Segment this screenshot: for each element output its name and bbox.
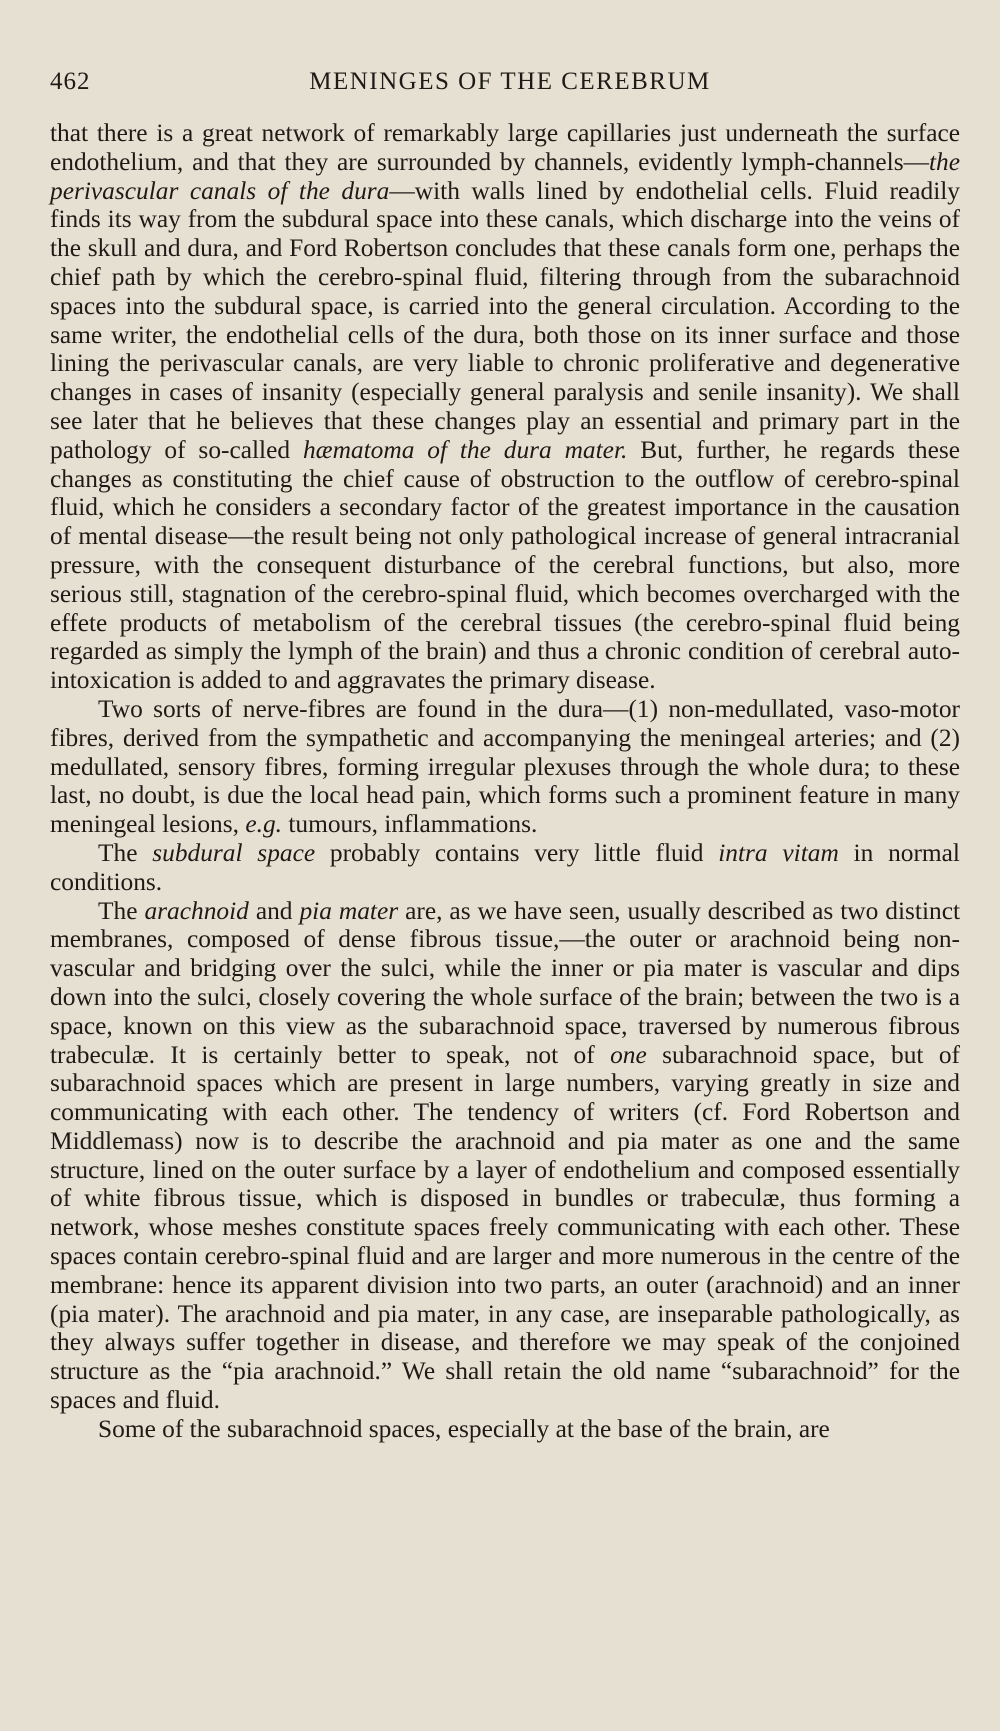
text-segment: probably contains very little fluid: [315, 838, 719, 867]
running-head: [50, 64, 960, 104]
italic-text-segment: subdural space: [152, 838, 316, 867]
paragraph-perivascular-canals: [50, 119, 960, 695]
text-segment: Some of the subarachnoid spaces, especially at the base of the brain, are: [98, 1414, 830, 1443]
italic-text-segment: one: [610, 1040, 647, 1069]
page-number: 462: [50, 68, 91, 95]
paragraph-nerve-fibres: [50, 695, 960, 839]
text-segment: The: [98, 838, 153, 867]
paragraph-subdural-space: [50, 839, 960, 897]
text-segment: The: [98, 896, 145, 925]
italic-text-segment: e.g.: [245, 810, 282, 839]
text-segment: are, as we have seen, usually described as two distinct membranes, composed of dense fibrous tissue,—the outer or arachnoid being non-vascular and bridging over the sulci, while the inner or pia mater is vascular and dips down into the sulci, closely covering the whole surface of the brain; between the two is a space, known on this view as the subarachnoid space, traversed by numerous fibrous trabeculæ. It is certainly better to speak, not of: [50, 896, 961, 1069]
running-head-title: MENINGES OF THE CEREBRUM: [309, 68, 711, 95]
text-segment: and: [248, 896, 300, 925]
italic-text-segment: pia mater: [299, 896, 399, 925]
text-segment: in normal conditions.: [50, 838, 960, 896]
text-segment: subarachnoid space, but of subarachnoid spaces which are present in large numbers, varying greatly in size and communicating with each other. The tendency of writers (cf. Ford Robertson and Middlemass) now is to describe the arachnoid and pia mater as one and the same structure, lined on the outer surface by a layer of endothelium and composed essentially of white fibrous tissue, which is disposed in bundles or trabeculæ, thus forming a network, whose meshes constitute spaces freely communicating with each other. These spaces contain cerebro-spinal fluid and are larger and more numerous in the centre of the membrane: hence its apparent division into two parts, an outer (arachnoid) and an inner (pia mater). The arachnoid and pia mater, in any case, are inseparable pathologically, as they always suffer together in disease, and therefore we may speak of the conjoined structure as the “pia arachnoid.” We shall retain the old name “subarachnoid” for the spaces and fluid.: [50, 1040, 960, 1415]
body-text: [50, 119, 960, 1444]
italic-text-segment: intra vitam: [718, 838, 839, 867]
italic-text-segment: hæmatoma of the dura mater.: [302, 435, 628, 464]
paragraph-arachnoid-pia-mater: [50, 897, 960, 1415]
paragraph-subarachnoid-spaces: [50, 1415, 960, 1444]
text-segment: Two sorts of nerve-fibres are found in the dura—(1) non-medullated, vaso-motor fibres, derived from the sympathetic and accompanying the meningeal arteries; and (2) medullated, sensory fibres, forming irregular plexuses through the whole dura; to these last, no doubt, is due the local head pain, which forms such a prominent feature in many meningeal lesions,: [50, 694, 960, 839]
text-segment: But, further, he regards these changes as constituting the chief cause of obstruction to the outflow of cerebro-spinal fluid, which he considers a secondary factor of the greatest importance in the causation of mental disease—the result being not only pathological increase of general intracranial pressure, with the consequent disturbance of the cerebral functions, but also, more serious still, stagnation of the cerebro-spinal fluid, which becomes overcharged with the effete products of metabolism of the cerebral tissues (the cerebro-spinal fluid being regarded as simply the lymph of the brain) and thus a chronic condition of cerebral auto-intoxication is added to and aggravates the primary disease.: [50, 435, 961, 695]
text-segment: tumours, inflammations.: [282, 810, 538, 839]
italic-text-segment: arachnoid: [144, 896, 249, 925]
text-segment: that there is a great network of remarkably large capillaries just underneath the surface endothelium, and that they are surrounded by channels, evidently lymph-channels—: [50, 119, 960, 176]
italic-text-segment: the perivascular canals of the dura: [50, 147, 960, 205]
text-segment: —with walls lined by endothelial cells. Fluid readily finds its way from the subdural space into these canals, which discharge into the veins of the skull and dura, and Ford Robertson concludes that these canals form one, perhaps the chief path by which the cerebro-spinal fluid, filtering through from the subarachnoid spaces into the subdural space, is carried into the general circulation. According to the same writer, the endothelial cells of the dura, both those on its inner surface and those lining the perivascular canals, are very liable to chronic proliferative and degenerative changes in cases of insanity (especially general paralysis and senile insanity). We shall see later that he believes that these changes play an essential and primary part in the pathology of so-called: [50, 176, 960, 464]
